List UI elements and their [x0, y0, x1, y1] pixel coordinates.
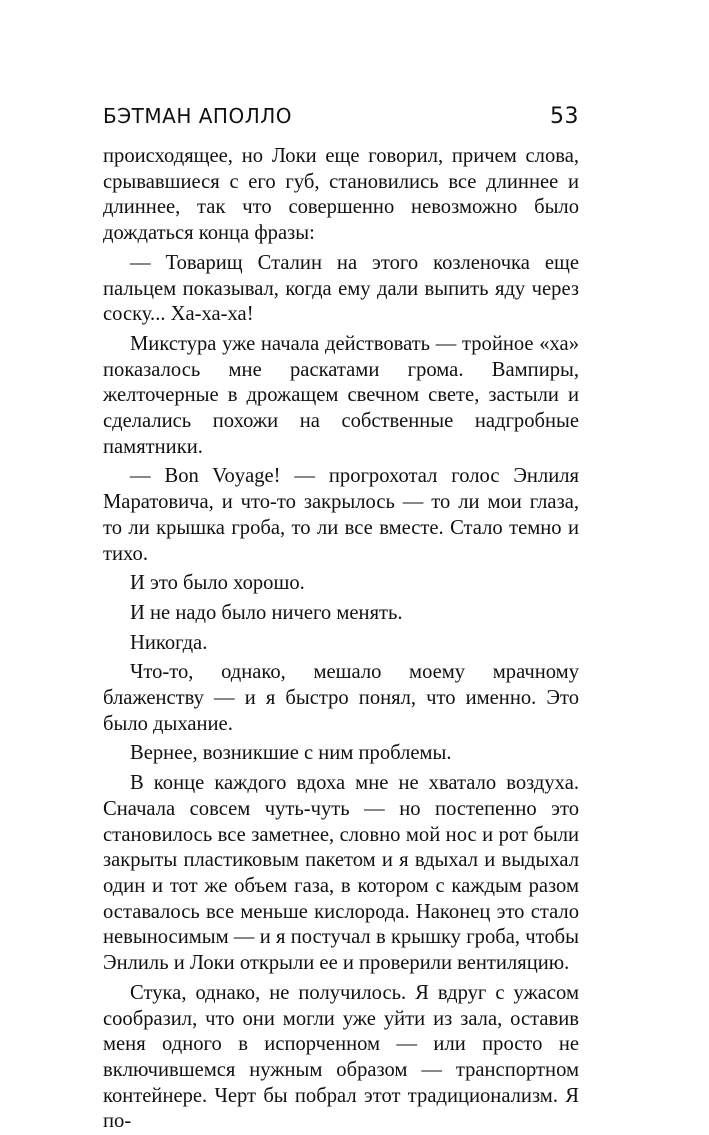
paragraph: Микстура уже начала действовать — тройное «ха» показалось мне раскатами грома. Вампиры, желточерные в дрожащем свечном свете, застыли и сделались похожи на собственные надгробные памятники.: [103, 332, 579, 458]
paragraph: происходящее, но Локи еще говорил, причем слова, срывавшиеся с его губ, становились все длиннее и длиннее, так что совершенно невозможно было дождаться конца фразы:: [103, 145, 579, 245]
paragraph: Никогда.: [130, 631, 208, 654]
paragraph: И не надо было ничего менять.: [130, 601, 403, 624]
book-title: БЭТМАН АПОЛЛО: [103, 104, 293, 128]
body-text: [103, 144, 579, 1135]
paragraph: — Товарищ Сталин на этого козленочка еще пальцем показывал, когда ему дали выпить яду через соску... Ха-ха-ха!: [103, 251, 579, 326]
page-number: 53: [550, 104, 579, 129]
paragraph: И это было хорошо.: [130, 572, 305, 595]
paragraph: Вернее, возникшие с ним проблемы.: [130, 742, 452, 765]
paragraph: Что-то, однако, мешало моему мрачному блаженству — и я быстро понял, что именно. Это было дыхание.: [103, 661, 579, 735]
paragraph: В конце каждого вдоха мне не хватало воздуха. Сначала совсем чуть-чуть — но постепенно это становилось все заметнее, словно мой нос и рот были закрыты пластиковым пакетом и я вдыхал и выдыхал один и тот же объем газа, в котором с каждым разом оставалось все меньше кислорода. Наконец это стало невыносимым — и я постучал в крышку гроба, чтобы Энлиль и Локи открыли ее и проверили вентиляцию.: [103, 772, 579, 975]
running-head: [103, 100, 579, 132]
paragraph: Стука, однако, не получилось. Я вдруг с ужасом сообразил, что они могли уже уйти из зала, оставив меня одного в испорченном — или просто не включившемся нужным образом — транспортном контейнере. Черт бы побрал этот традиционализм. Я по-: [103, 981, 579, 1133]
paragraph: — Bon Voyage! — прогрохотал голос Энлиля Маратовича, и что-то закрылось — то ли мои глаза, то ли крышка гроба, то ли все вместе. Стало темно и тихо.: [103, 465, 579, 565]
